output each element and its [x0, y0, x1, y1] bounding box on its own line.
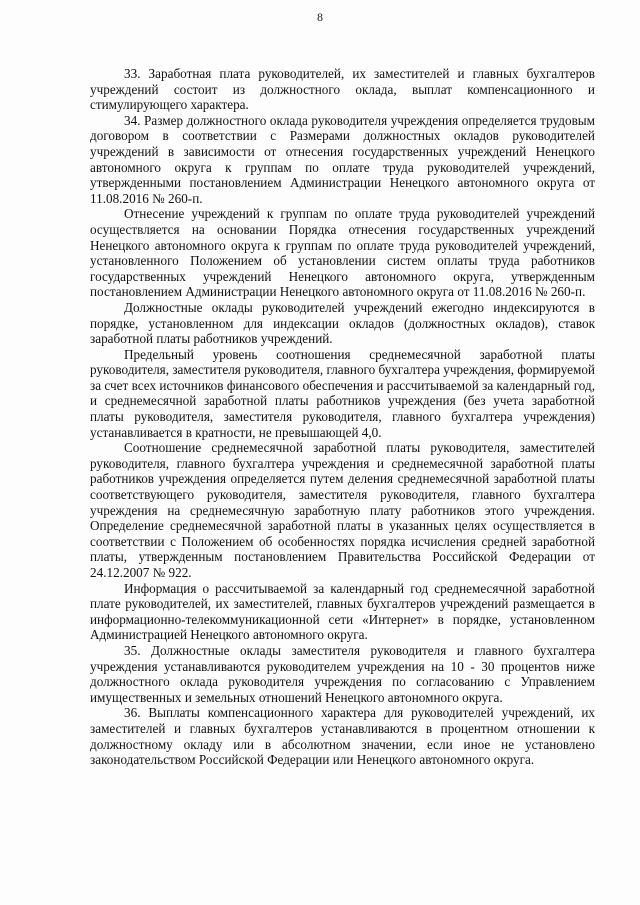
page-number: 8	[317, 10, 323, 24]
paragraph-salary-ratio-calculation: Соотношение среднемесячной заработной платы руководителя, заместителей руководителя, главного бухгалтера учреждения и среднемесячной заработной платы работников учреждения определяется путем деления среднемесячной заработной платы соответствующего руководителя, заместителя руководителя, главного бухгалтера учреждения на среднемесячную заработную плату работников этого учреждения. Определение среднемесячной заработной платы в указанных целях осуществляется в соответствии с Положением об особенностях порядка исчисления средней заработной платы, утвержденным постановлением Правительства Российской Федерации от 24.12.2007 № 922.	[90, 440, 595, 580]
paragraph-35: 35. Должностные оклады заместителя руководителя и главного бухгалтера учреждения устанавливаются руководителем учреждения на 10 - 30 процентов ниже должностного оклада руководителя учреждения по согласованию с Управлением имущественных и земельных отношений Ненецкого автономного округа.	[90, 642, 595, 705]
paragraph-salary-publication: Информация о рассчитываемой за календарный год среднемесячной заработной плате руководителей, их заместителей, главных бухгалтеров учреждений размещается в информационно-телекоммуникационной сети «Интернет» в порядке, установленном Администрацией Ненецкого автономного округа.	[90, 580, 595, 643]
paragraph-36: 36. Выплаты компенсационного характера для руководителей учреждений, их заместителей и главных бухгалтеров устанавливаются в процентном отношении к должностному окладу или в абсолютном значении, если иное не установлено законодательством Российской Федерации или Ненецкого автономного округа.	[90, 705, 595, 768]
paragraph-indexation: Должностные оклады руководителей учреждений ежегодно индексируются в порядке, установленном для индексации окладов (должностных окладов), ставок заработной платы работников учреждений.	[90, 299, 595, 347]
paragraph-33: 33. Заработная плата руководителей, их заместителей и главных бухгалтеров учреждений состоит из должностного оклада, выплат компенсационного и стимулирующего характера.	[90, 66, 595, 113]
paragraph-salary-ratio-limit: Предельный уровень соотношения среднемесячной заработной платы руководителя, заместителя руководителя, главного бухгалтера учреждения, формируемой за счет всех источников финансового обеспечения и рассчитываемой за календарный год, и среднемесячной заработной платы работников учреждения (без учета заработной платы руководителя, заместителя руководителя, главного бухгалтера учреждения) устанавливается в кратности, не превышающей 4,0.	[90, 346, 595, 440]
paragraph-group-assignment: Отнесение учреждений к группам по оплате труда руководителей учреждений осуществляется на основании Порядка отнесения государственных учреждений Ненецкого автономного округа к группам по оплате труда руководителей учреждений, установленного Положением об установлении систем оплаты труда работников государственных учреждений Ненецкого автономного округа, утвержденным постановлением Администрации Ненецкого автономного округа от 11.08.2016 № 260-п.	[90, 206, 595, 300]
paragraph-34: 34. Размер должностного оклада руководителя учреждения определяется трудовым договором в соответствии с Размерами должностных окладов руководителей учреждений в зависимости от отнесения государственных учреждений Ненецкого автономного округа к группам по оплате труда руководителей учреждений, утвержденными постановлением Администрации Ненецкого автономного округа от 11.08.2016 № 260-п.	[90, 112, 595, 206]
document-body	[90, 66, 595, 768]
